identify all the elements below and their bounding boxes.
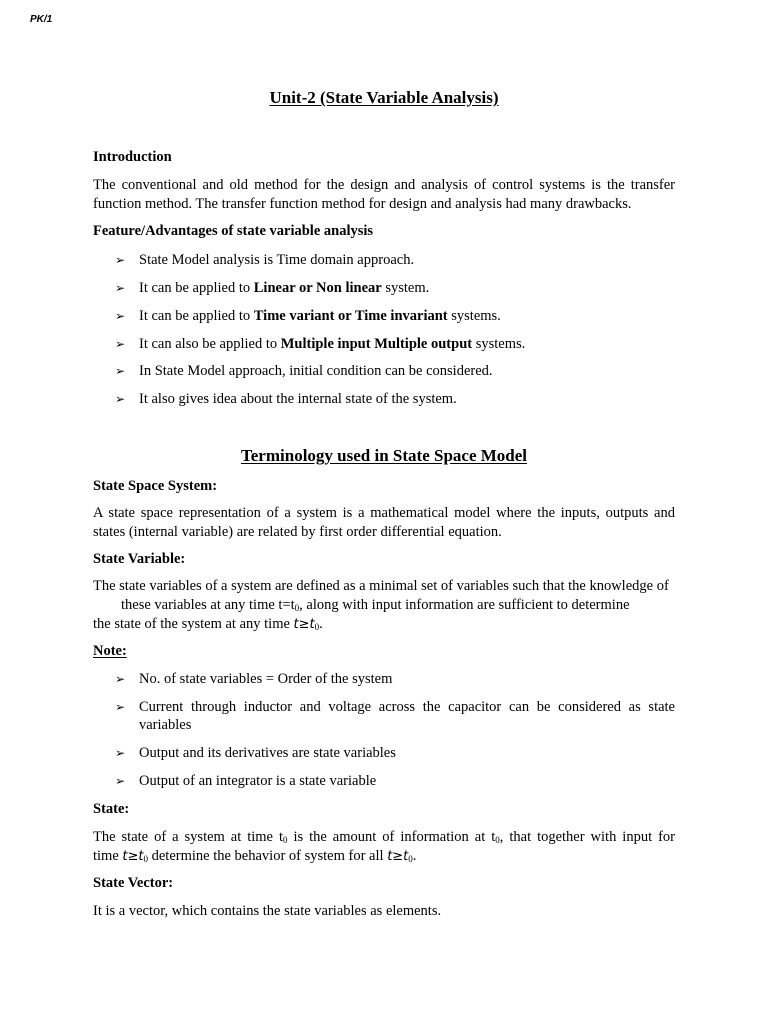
arrowhead-bullet-icon: ➢: [115, 364, 126, 378]
arrowhead-bullet-icon: ➢: [115, 392, 126, 406]
feature-item: ➢ State Model analysis is Time domain approach.: [115, 252, 415, 268]
math-t-ge-t0: t≥t: [122, 849, 144, 864]
feature-item: ➢ It can be applied to Linear or Non linear system.: [115, 280, 430, 296]
state-variable-line-3: the state of the system at any time $t\ge t_0$.: [93, 616, 323, 632]
introduction-heading: Introduction: [93, 149, 172, 165]
feature-item: ➢ It also gives idea about the internal state of the system.: [115, 391, 457, 407]
arrowhead-bullet-icon: ➢: [115, 700, 126, 714]
note-item: ➢ Output of an integrator is a state variable: [115, 773, 377, 789]
introduction-paragraph: The conventional and old method for the design and analysis of control systems is the transfer function method. The transfer function method for design and analysis had many drawbacks.: [93, 177, 675, 212]
note-item: ➢ Current through inductor and voltage across the capacitor can be considered as state variables: [115, 699, 675, 733]
state-heading: State:: [93, 801, 130, 817]
state-vector-paragraph: It is a vector, which contains the state variables as elements.: [93, 903, 442, 919]
arrowhead-bullet-icon: ➢: [115, 253, 126, 267]
state-line-1: The state of a system at time $t_0$ is the amount of information at $t_0$, that together with input for: [93, 829, 675, 845]
page-marker: PK/1: [30, 14, 53, 25]
feature-item: ➢ It can also be applied to Multiple input Multiple output systems.: [115, 336, 526, 352]
arrowhead-bullet-icon: ➢: [115, 774, 126, 788]
note-item: ➢ No. of state variables = Order of the system: [115, 671, 393, 687]
state-space-system-heading: State Space System:: [93, 478, 218, 494]
arrowhead-bullet-icon: ➢: [115, 309, 126, 323]
feature-item: ➢ In State Model approach, initial condition can be considered.: [115, 363, 493, 379]
arrowhead-bullet-icon: ➢: [115, 672, 126, 686]
note-item: ➢ Output and its derivatives are state variables: [115, 745, 396, 761]
state-line-2: time $t\ge t_0$ determine the behavior of system for all $t\ge t_0$.: [93, 848, 417, 864]
arrowhead-bullet-icon: ➢: [115, 337, 126, 351]
state-variable-line-1: The state variables of a system are defined as a minimal set of variables such that the knowledge of: [93, 578, 669, 594]
terminology-title: Terminology used in State Space Model: [240, 446, 528, 465]
note-heading: Note:: [93, 643, 127, 659]
page-title: Unit-2 (State Variable Analysis): [269, 88, 499, 107]
state-variable-heading: State Variable:: [93, 551, 186, 567]
features-heading: Feature/Advantages of state variable analysis: [93, 223, 374, 239]
arrowhead-bullet-icon: ➢: [115, 281, 126, 295]
arrowhead-bullet-icon: ➢: [115, 746, 126, 760]
feature-item: ➢ It can be applied to Time variant or Time invariant systems.: [115, 308, 501, 324]
math-t-ge-t0: t≥t: [387, 849, 409, 864]
state-space-system-paragraph: A state space representation of a system is a mathematical model where the inputs, outputs and states (internal variable) are related by first order differential equation.: [93, 505, 675, 540]
math-t-ge-t0: t≥t: [293, 617, 315, 632]
state-variable-line-2: these variables at any time $t=t_0$, along with input information are sufficient to determine: [121, 597, 630, 613]
state-vector-heading: State Vector:: [93, 875, 174, 891]
